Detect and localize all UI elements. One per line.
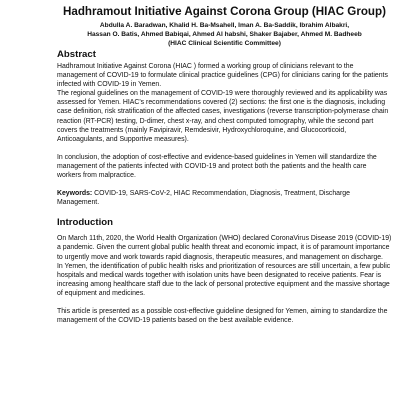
author-line-2: Hassan O. Batis, Ahmed Babiqai, Ahmed Al habshi, Shaker Bajaber, Ahmed M. Badheeb [87,31,362,38]
keywords-text: COVID-19, SARS-CoV-2, HIAC Recommendation, Diagnosis, Treatment, Discharge Management. [57,190,350,207]
spacer [57,144,392,153]
author-list [57,21,392,48]
spacer [57,298,392,307]
spacer [57,180,392,189]
abstract-conclusion: In conclusion, the adoption of cost-effective and evidence-based guidelines in Yemen will standardize the management of the patients infected with COVID-19 and protect both the patients and the health care workers from malpractice. [57,153,377,180]
abstract-paragraph-2: The regional guidelines on the management of COVID-19 were thoroughly reviewed and its applicability was assessed for Yemen. HIAC's recommendations covered (2) sections: the first one is the diagnosis, including case definition, risk stratification of the affected cases, investigations (reverse transcription-polymerase chain reaction (RT-PCR) testing, D-dimer, chest x-ray, and chest computed tomography, while the second part covers the treatments (mainly Favipiravir, Remdesivir, Hydroxychloroquine, and Glucocorticoid, Anticoagulants, and Supportive measures). [57,90,389,143]
abstract-heading: Abstract [57,49,96,60]
author-line-1: Abdulla A. Baradwan, Khalid H. Ba-Msahell, Iman A. Ba-Saddik, Ibrahim Albakri, [99,22,350,29]
keywords-label: Keywords: [57,190,93,198]
keywords-paragraph [57,189,392,207]
introduction-paragraph-2: In Yemen, the identification of public health risks and prioritization of resources are still uncertain, a few public hospitals and medical wards together with isolation units have been designated to receive patients. Fear is increasing among healthcare staff due to the lack of personal protective equipment and the massive shortage of equipment and medicines. [57,262,391,297]
spacer [57,207,392,216]
introduction-heading: Introduction [57,217,113,229]
paper-title: Hadhramout Initiative Against Corona Group (HIAC Group) [63,5,386,18]
author-affiliation: (HIAC Clinical Scientific Committee) [168,40,281,47]
introduction-paragraph-3: This article is presented as a possible cost-effective guideline designed for Yemen, aiming to standardize the management of the COVID-19 patients based on the best available evidence. [57,307,388,325]
introduction-paragraph-1: On March 11th, 2020, the World Health Organization (WHO) declared CoronaVirus Disease 2019 (COVID-19) a pandemic. Given the current global public health threat and economic impact, it is of paramount importance to urgently move and work towards rapid diagnosis, therapeutic measures, and management on discharge. [57,235,392,261]
abstract-paragraph-1: Hadhramout Initiative Against Corona (HIAC ) formed a working group of clinicians relevant to the management of COVID-19 to formulate clinical practice guidelines (CPG) for clinicians caring for the patients infected with COVID-19 in Yemen. [57,63,388,89]
